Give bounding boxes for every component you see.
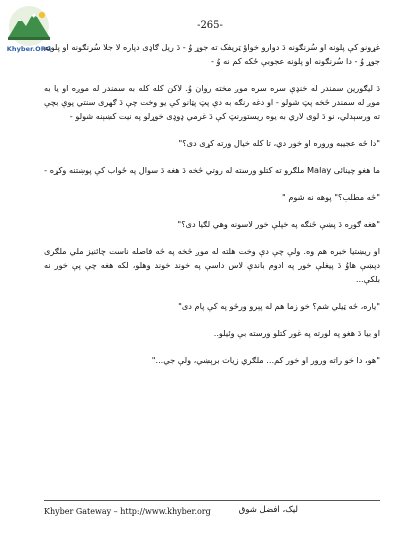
article-body — [44, 40, 380, 380]
paragraph-9: او بیا دَ هغو په لورته په غور کتلو ورسته بې وئیلو.. — [213, 328, 380, 338]
paragraph-2: دَ لیګورین سمندر له خنډې سره سره موږ مخته روان وُ. لاکن کله کله به سمندر له موږه او یا به موږ له سمندر څخه پټ شولو - او دغه رنګه به دې پټ پټانو کې یو وخت چې دَ ګهری سنتي پوې بچې ته ورسېدلي، نو دَ لوی لاري به یوه ریستورنټ کې دَ غرمي ډوډی خوړلو په نیت کښېنه شولو - — [44, 83, 380, 121]
paragraph-5: "څه مطلب؟" پوهه نه شوم " — [281, 192, 380, 202]
logo-text: Khyber.ORG — [6, 45, 52, 53]
footer-divider — [44, 500, 380, 501]
paragraph-6: "هغه ګوره دَ پښې څنګه په خپلې خور لاسونه وهي لګیا دی؟" — [177, 219, 380, 229]
paragraph-3: "دا څه عجیبه وروره او خور دي، تا کله خیال ورته کړی دی؟" — [178, 138, 380, 148]
footer-site-link[interactable]: Khyber Gateway – http://www.khyber.org — [44, 507, 211, 516]
paragraph-4: ما هغو چینائی Malay ملګرو ته کتلو ورسته له روتي څخه دَ هغه دَ سوال په ځواب کې پوښتنه وکړه - — [44, 165, 380, 175]
paragraph-10: "هو، دا خو راته ورور او خور کم... ملګري زیات برېښي، ولې جي..." — [151, 355, 380, 365]
page-number: -265- — [197, 20, 223, 31]
paragraph-8: "یاره، څه ټیلي شم؟ خو زما هم له پېرو ورڅو په کې پام دی" — [178, 301, 380, 311]
footer-author: لیک، افضل شوق — [238, 505, 298, 515]
paragraph-1: غړونو کې پلونه او سُرنګونه دَ دوارو خواؤ ټریفک ته جوړ وُ - دَ ریل ګاډی دپاره لا جلا سُرنګونه او پلونه جوړ وُ - دا سُرنګونه او پلونه عجوبې ځکه کم نه وُ - — [44, 42, 380, 66]
paragraph-7: او ریښتیا خبره هم وه. ولې چې دې وخت هلته له موږ څخه په څه فاصله ناست چائنیز ملي ملګری دپښې هاوُ دَ پیغلې خور په ادوم باندې لاس داسې په خوند خوند وهلو، لکه هغه چې پې خور نه بلکې... — [44, 246, 380, 284]
